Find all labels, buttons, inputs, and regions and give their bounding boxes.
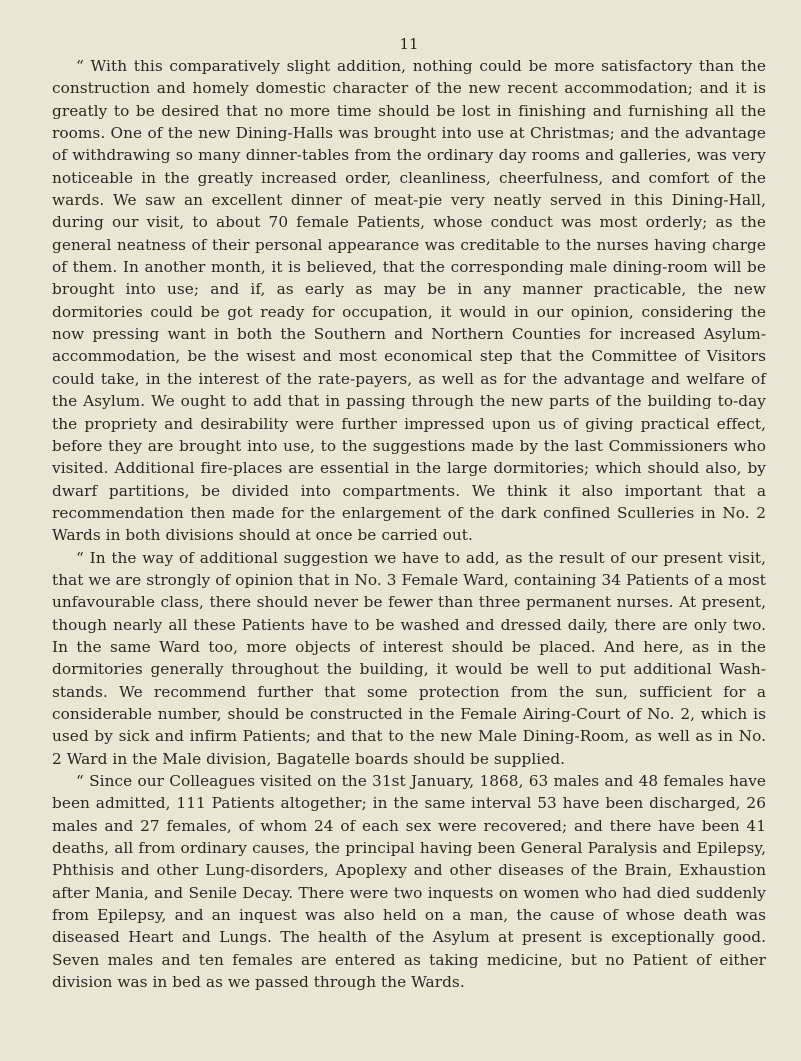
- paragraph-additional-suggestion: “ In the way of additional suggestion we have to add, as the result of our present visit, that we are strongly of opinion that in No. 3 Female Ward, containing 34 Patients of a most unfavourable class, there should never be fewer than three permanent nurses. At present, though nearly all these Patients have to be washed and dressed daily, there are only two. In the same Ward too, more objects of interest should be placed. And here, as in the dormitories generally throughout the building, it would be well to put additional Wash-stands. We recommend further that some protection from the sun, sufficient for a considerable number, should be constructed in the Female Airing-Court of No. 2, which is used by sick and infirm Patients; and that to the new Male Dining-Room, as well as in No. 2 Ward in the Male division, Bagatelle boards should be supplied.: [52, 548, 766, 768]
- page-number: 11: [399, 35, 419, 53]
- body-text: [52, 55, 766, 993]
- paragraph-dining-halls: “ With this comparatively slight addition, nothing could be more satisfactory than the construction and homely domestic character of the new recent accommodation; and it is greatly to be desired that no more time should be lost in finishing and furnishing all the rooms. One of the new Dining-Halls was brought into use at Christmas; and the advantage of withdrawing so many dinner-tables from the ordinary day rooms and galleries, was very noticeable in the greatly increased order, cleanliness, cheerfulness, and comfort of the wards. We saw an excellent dinner of meat-pie very neatly served in this Dining-Hall, during our visit, to about 70 female Patients, whose conduct was most orderly; as the general neatness of their personal appearance was creditable to the nurses having charge of them. In another month, it is believed, that the corresponding male dining-room will be brought into use; and if, as early as may be in any manner practicable, the new dormitories could be got ready for occupation, it would in our opinion, considering the now pressing want in both the Southern and Northern Counties for increased Asylum-accommodation, be the wisest and most economical step that the Committee of Visitors could take, in the interest of the rate-payers, as well as for the advantage and welfare of the Asylum. We ought to add that in passing through the new parts of the building to-day the propriety and desirability were further impressed upon us of giving practical effect, before they are brought into use, to the suggestions made by the last Commissioners who visited. Additional fire-places are essential in the large dormitories; which should also, by dwarf partitions, be divided into compartments. We think it also important that a recommendation then made for the enlargement of the dark confined Sculleries in No. 2 Wards in both divisions should at once be carried out.: [52, 57, 766, 545]
- paragraph-admissions-and-deaths: “ Since our Colleagues visited on the 31st January, 1868, 63 males and 48 females have been admitted, 111 Patients altogether; in the same interval 53 have been discharged, 26 males and 27 females, of whom 24 of each sex were recovered; and there have been 41 deaths, all from ordinary causes, the principal having been General Paralysis and Epilepsy, Phthisis and other Lung-disorders, Apoplexy and other diseases of the Brain, Exhaustion after Mania, and Senile Decay. There were two inquests on women who had died suddenly from Epilepsy, and an inquest was also held on a man, the cause of whose death was diseased Heart and Lungs. The health of the Asylum at present is exceptionally good. Seven males and ten females are entered as taking medicine, but no Patient of either division was in bed as we passed through the Wards.: [52, 772, 766, 992]
